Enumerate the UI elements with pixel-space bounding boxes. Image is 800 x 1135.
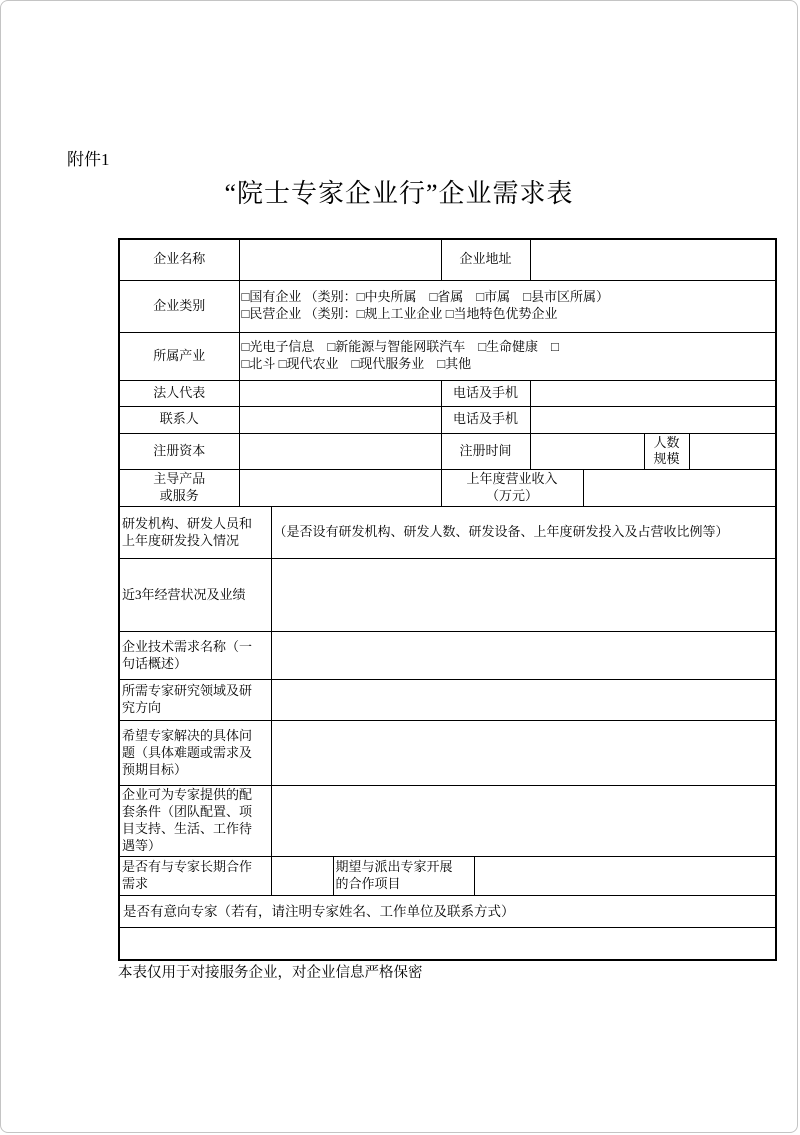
row-registration: [119, 433, 776, 470]
coop-project-label: 期望与派出专家开展 的合作项目: [333, 856, 474, 895]
legal-rep-input-cell[interactable]: [239, 380, 441, 406]
intended-expert-label: 是否有意向专家（若有，请注明专家姓名、工作单位及联系方式）: [119, 895, 776, 927]
company-address-label: 企业地址: [441, 239, 530, 280]
industry-label: 所属产业: [119, 332, 239, 380]
footer-note: 本表仅用于对接服务企业，对企业信息严格保密: [118, 965, 423, 981]
row-expert-field: [119, 680, 776, 721]
contact-label: 联系人: [119, 406, 239, 433]
longterm-label: 是否有与专家长期合作 需求: [119, 856, 271, 895]
contact-phone-input-cell[interactable]: [530, 406, 776, 433]
expert-field-label: 所需专家研究领域及研 究方向: [119, 680, 271, 721]
main-products-input-cell[interactable]: [239, 470, 441, 507]
main-products-label: 主导产品 或服务: [119, 470, 239, 507]
row-intended-expert-blank: [119, 927, 776, 960]
revenue-label: 上年度营业收入 （万元）: [441, 470, 583, 507]
rd-label: 研发机构、研发人员和 上年度研发投入情况: [119, 507, 271, 559]
tech-demand-label: 企业技术需求名称（一 句话概述）: [119, 632, 271, 680]
row-industry: [119, 332, 776, 380]
reg-capital-input-cell[interactable]: [239, 433, 441, 470]
reg-time-input-cell[interactable]: [530, 433, 644, 470]
legal-rep-phone-input-cell[interactable]: [530, 380, 776, 406]
row-main-products: [119, 470, 776, 507]
company-name-label: 企业名称: [119, 239, 239, 280]
longterm-input-cell[interactable]: [271, 856, 333, 895]
problem-input-cell[interactable]: [271, 721, 776, 786]
reg-time-label: 注册时间: [441, 433, 530, 470]
row-legal-rep: [119, 380, 776, 406]
company-name-input-cell[interactable]: [239, 239, 441, 280]
row-company-name: [119, 239, 776, 280]
tech-demand-input-cell[interactable]: [271, 632, 776, 680]
support-input-cell[interactable]: [271, 786, 776, 857]
contact-input-cell[interactable]: [239, 406, 441, 433]
reg-capital-label: 注册资本: [119, 433, 239, 470]
expert-field-input-cell[interactable]: [271, 680, 776, 721]
row-tech-demand: [119, 632, 776, 680]
headcount-input-cell[interactable]: [689, 433, 776, 470]
row-support: [119, 786, 776, 857]
demand-form-table: [118, 238, 777, 961]
row-intended-expert: [119, 895, 776, 927]
rd-hint-input-cell[interactable]: （是否设有研发机构、研发人数、研发设备、上年度研发投入及占营收比例等）: [271, 507, 776, 559]
category-label: 企业类别: [119, 280, 239, 332]
problem-label: 希望专家解决的具体问 题（具体难题或需求及 预期目标）: [119, 721, 271, 786]
headcount-label: 人数 规模: [644, 433, 689, 470]
row-contact: [119, 406, 776, 433]
row-category: [119, 280, 776, 332]
page-title: “院士专家企业行”企业需求表: [224, 179, 574, 208]
support-label: 企业可为专家提供的配 套条件（团队配置、项 目支持、生活、工作待 遇等）: [119, 786, 271, 857]
intended-expert-input-cell[interactable]: [119, 927, 776, 960]
legal-rep-label: 法人代表: [119, 380, 239, 406]
row-longterm-coop: [119, 856, 776, 895]
row-rd-info: [119, 507, 776, 559]
contact-phone-label: 电话及手机: [441, 406, 530, 433]
industry-checkbox-options[interactable]: □光电子信息 □新能源与智能网联汽车 □生命健康 □ □北斗 □现代农业 □现代服务业 □其他: [239, 332, 776, 380]
revenue-input-cell[interactable]: [583, 470, 776, 507]
row-recent-performance: [119, 559, 776, 632]
company-address-input-cell[interactable]: [530, 239, 776, 280]
recent-perf-label: 近3年经营状况及业绩: [119, 559, 271, 632]
attachment-label: 附件1: [67, 150, 110, 169]
category-checkbox-options[interactable]: □国有企业 （类别：□中央所属 □省属 □市属 □县市区所属） □民营企业 （类别：□规上工业企业 □当地特色优势企业: [239, 280, 776, 332]
recent-perf-input-cell[interactable]: [271, 559, 776, 632]
coop-project-input-cell[interactable]: [474, 856, 776, 895]
row-problem: [119, 721, 776, 786]
legal-rep-phone-label: 电话及手机: [441, 380, 530, 406]
